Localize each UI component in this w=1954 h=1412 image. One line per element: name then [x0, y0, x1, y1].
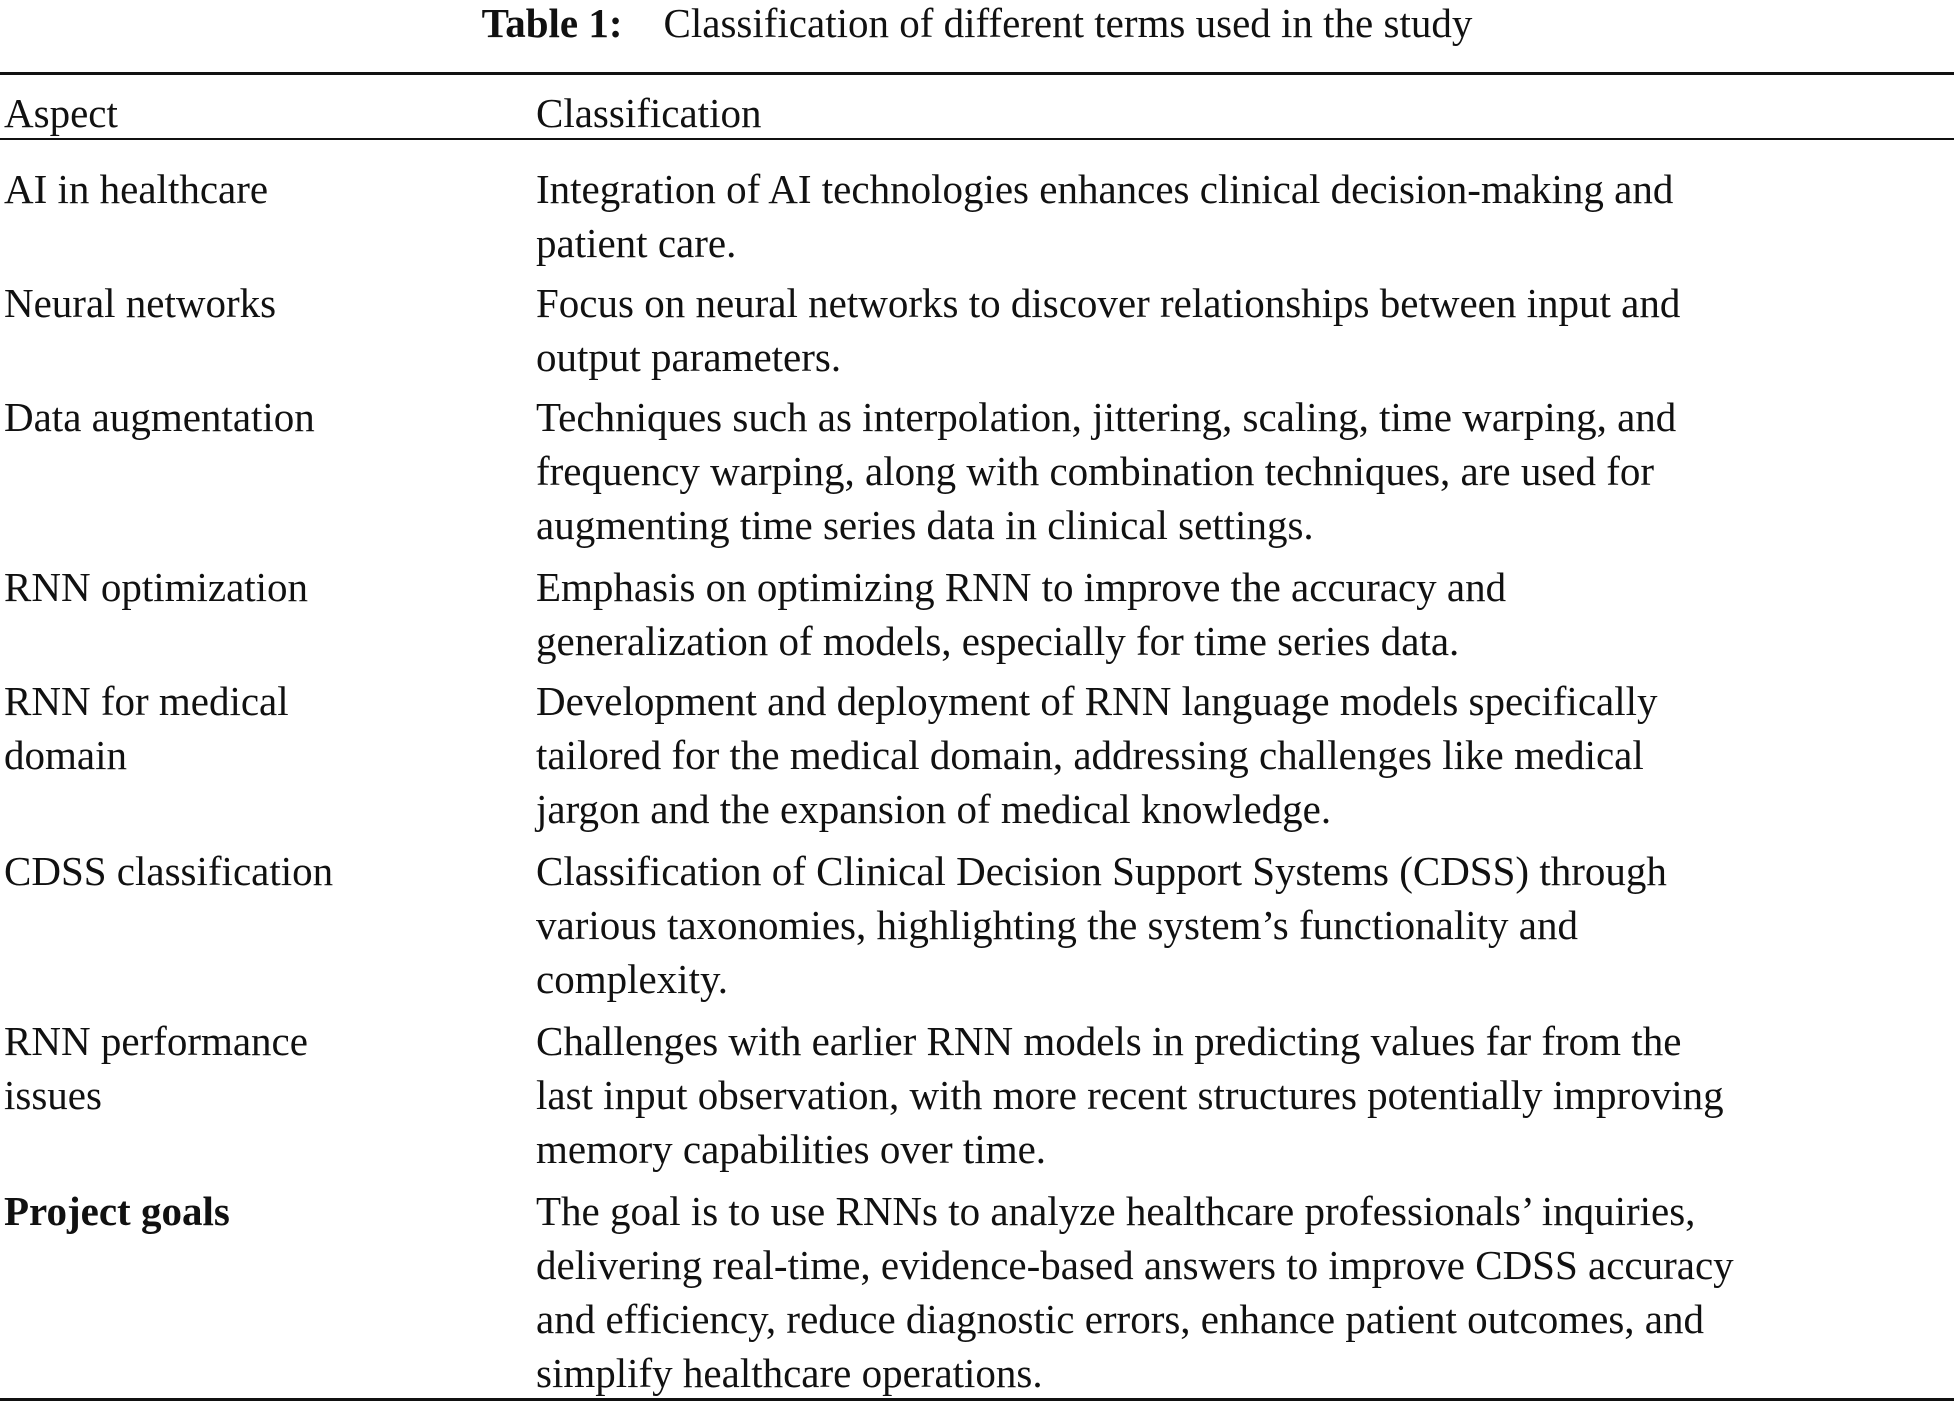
header-classification: Classification: [536, 90, 762, 136]
classification-line: various taxonomies, highlighting the system’s functionality and: [536, 902, 1578, 948]
classification-line: patient care.: [536, 220, 737, 266]
aspect-cell: [4, 276, 524, 330]
classification-line: complexity.: [536, 956, 729, 1002]
classification-cell: [536, 1014, 1950, 1176]
aspect-cell: [4, 1014, 524, 1122]
classification-line: generalization of models, especially for time series data.: [536, 618, 1460, 664]
aspect-cell: [4, 560, 524, 614]
caption-spacer: [633, 0, 654, 46]
classification-line: The goal is to use RNNs to analyze healthcare professionals’ inquiries,: [536, 1188, 1696, 1234]
classification-line: frequency warping, along with combination techniques, are used for: [536, 448, 1655, 494]
classification-line: and efficiency, reduce diagnostic errors, enhance patient outcomes, and: [536, 1296, 1704, 1342]
classification-line: output parameters.: [536, 334, 842, 380]
classification-line: delivering real-time, evidence-based answers to improve CDSS accuracy: [536, 1242, 1734, 1288]
aspect-line: AI in healthcare: [4, 166, 269, 212]
classification-line: simplify healthcare operations.: [536, 1350, 1043, 1396]
classification-cell: [536, 162, 1950, 270]
aspect-cell: [4, 162, 524, 216]
caption-text: Classification of different terms used in the study: [663, 0, 1473, 46]
aspect-cell: [4, 1184, 524, 1238]
classification-cell: [536, 560, 1950, 668]
classification-line: Challenges with earlier RNN models in predicting values far from the: [536, 1018, 1682, 1064]
aspect-line: RNN for medical: [4, 678, 289, 724]
classification-line: last input observation, with more recent structures potentially improving: [536, 1072, 1724, 1118]
classification-line: tailored for the medical domain, addressing challenges like medical: [536, 732, 1644, 778]
classification-line: Techniques such as interpolation, jittering, scaling, time warping, and: [536, 394, 1677, 440]
classification-line: Development and deployment of RNN language models specifically: [536, 678, 1658, 724]
top-rule: [0, 72, 1954, 75]
classification-line: Classification of Clinical Decision Support Systems (CDSS) through: [536, 848, 1667, 894]
aspect-line: Data augmentation: [4, 394, 315, 440]
classification-line: jargon and the expansion of medical knowledge.: [536, 786, 1332, 832]
aspect-cell: [4, 844, 524, 898]
aspect-line: RNN performance: [4, 1018, 308, 1064]
aspect-line: domain: [4, 732, 127, 778]
classification-line: Emphasis on optimizing RNN to improve the accuracy and: [536, 564, 1507, 610]
aspect-cell: [4, 390, 524, 444]
classification-line: Focus on neural networks to discover relationships between input and: [536, 280, 1681, 326]
classification-cell: [536, 1184, 1950, 1400]
aspect-cell: [4, 674, 524, 782]
aspect-line: Project goals: [4, 1188, 230, 1234]
classification-cell: [536, 276, 1950, 384]
aspect-line: RNN optimization: [4, 564, 309, 610]
aspect-line: CDSS classification: [4, 848, 334, 894]
table-caption: [0, 0, 1954, 56]
classification-line: memory capabilities over time.: [536, 1126, 1047, 1172]
classification-cell: [536, 390, 1950, 552]
aspect-line: issues: [4, 1072, 102, 1118]
classification-cell: [536, 844, 1950, 1006]
classification-line: Integration of AI technologies enhances clinical decision-making and: [536, 166, 1674, 212]
aspect-line: Neural networks: [4, 280, 277, 326]
classification-line: augmenting time series data in clinical settings.: [536, 502, 1314, 548]
header-aspect: Aspect: [4, 90, 118, 136]
caption-label: Table 1:: [481, 0, 623, 46]
classification-cell: [536, 674, 1950, 836]
